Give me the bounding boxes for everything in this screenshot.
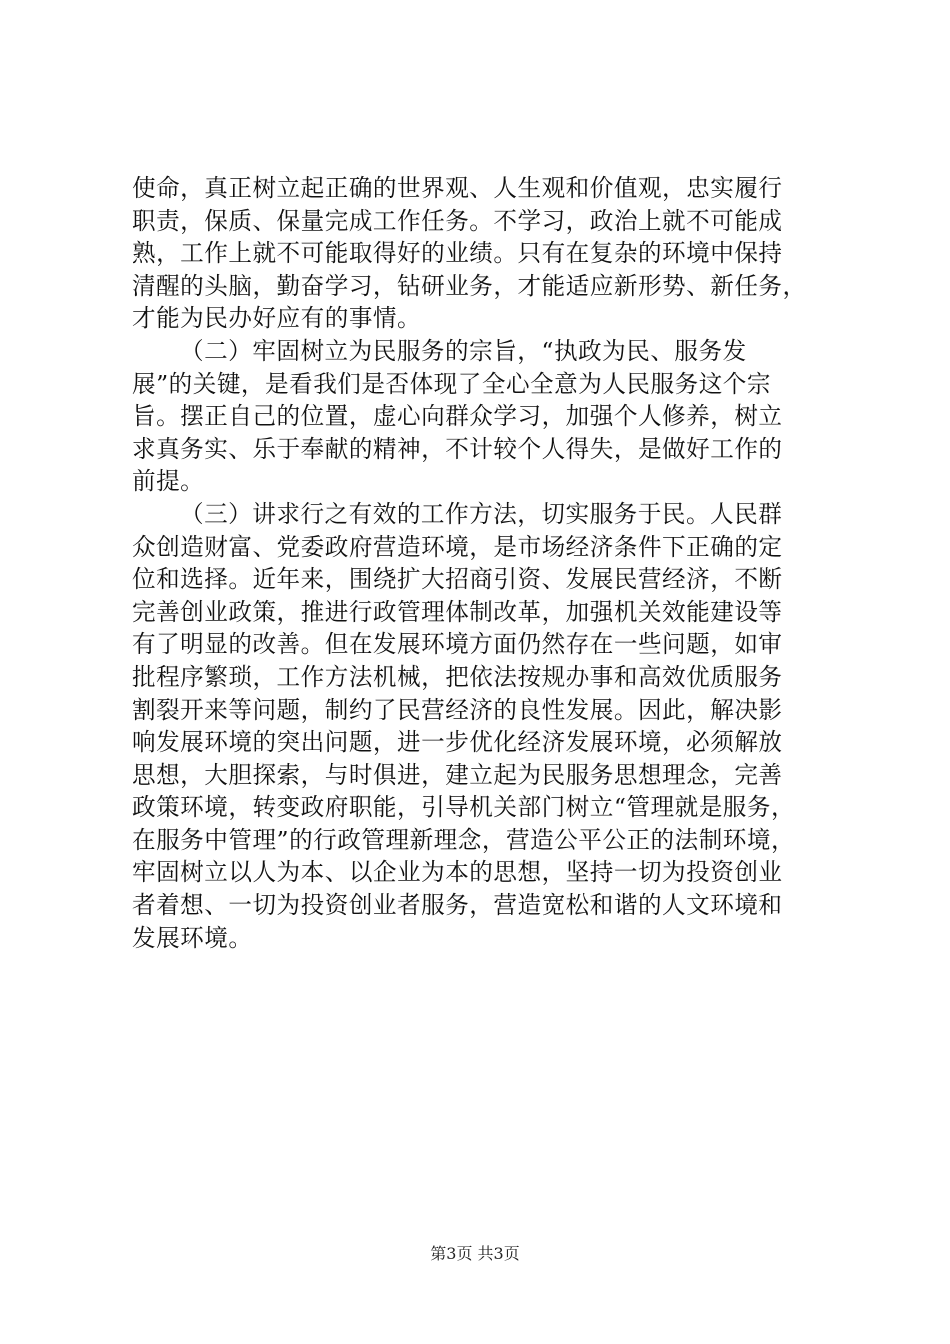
document-body [132, 172, 848, 954]
paragraph-3 [132, 498, 848, 954]
text-line: 政策环境，转变政府职能，引导机关部门树立“管理就是服务， [132, 793, 796, 822]
text-line: 位和选择。近年来，围绕扩大招商引资、发展民营经济，不断 [132, 565, 783, 594]
page-footer: 第3页 共3页 [430, 1244, 520, 1263]
text-line: （三）讲求行之有效的工作方法，切实服务于民。人民群 [180, 499, 783, 528]
text-line: 才能为民办好应有的事情。 [132, 304, 422, 333]
text-line: 者着想、一切为投资创业者服务，营造宽松和谐的人文环境和 [132, 891, 783, 920]
text-line: （二）牢固树立为民服务的宗旨，“执政为民、服务发 [180, 336, 747, 365]
text-line: 批程序繁琐，工作方法机械，把依法按规办事和高效优质服务 [132, 662, 783, 691]
text-line: 熟，工作上就不可能取得好的业绩。只有在复杂的环境中保持 [132, 239, 783, 268]
text-line: 牢固树立以人为本、以企业为本的思想，坚持一切为投资创业 [132, 858, 783, 887]
text-line: 思想，大胆探索，与时俱进，建立起为民服务思想理念，完善 [132, 760, 783, 789]
text-line: 使命，真正树立起正确的世界观、人生观和价值观，忠实履行 [132, 174, 783, 202]
text-line: 展”的关键，是看我们是否体现了全心全意为人民服务这个宗 [132, 369, 771, 398]
text-line: 发展环境。 [132, 923, 253, 952]
text-line: 割裂开来等问题，制约了民营经济的良性发展。因此，解决影 [132, 695, 783, 724]
paragraph-2 [132, 335, 848, 498]
text-line: 在服务中管理”的行政管理新理念，营造公平公正的法制环境， [132, 825, 796, 854]
text-line: 响发展环境的突出问题，进一步优化经济发展环境，必须解放 [132, 728, 783, 757]
text-line: 旨。摆正自己的位置，虚心向群众学习，加强个人修养，树立 [132, 402, 783, 431]
text-line: 前提。 [132, 467, 205, 496]
text-line: 众创造财富、党委政府营造环境，是市场经济条件下正确的定 [132, 532, 783, 561]
paragraph-1 [132, 172, 848, 335]
text-line: 有了明显的改善。但在发展环境方面仍然存在一些问题，如审 [132, 630, 783, 659]
text-line: 清醒的头脑，勤奋学习，钻研业务，才能适应新形势、新任务， [132, 271, 807, 300]
text-line: 完善创业政策，推进行政管理体制改革，加强机关效能建设等 [132, 597, 783, 626]
text-line: 职责，保质、保量完成工作任务。不学习，政治上就不可能成 [132, 206, 783, 235]
text-line: 求真务实、乐于奉献的精神，不计较个人得失，是做好工作的 [132, 434, 783, 463]
